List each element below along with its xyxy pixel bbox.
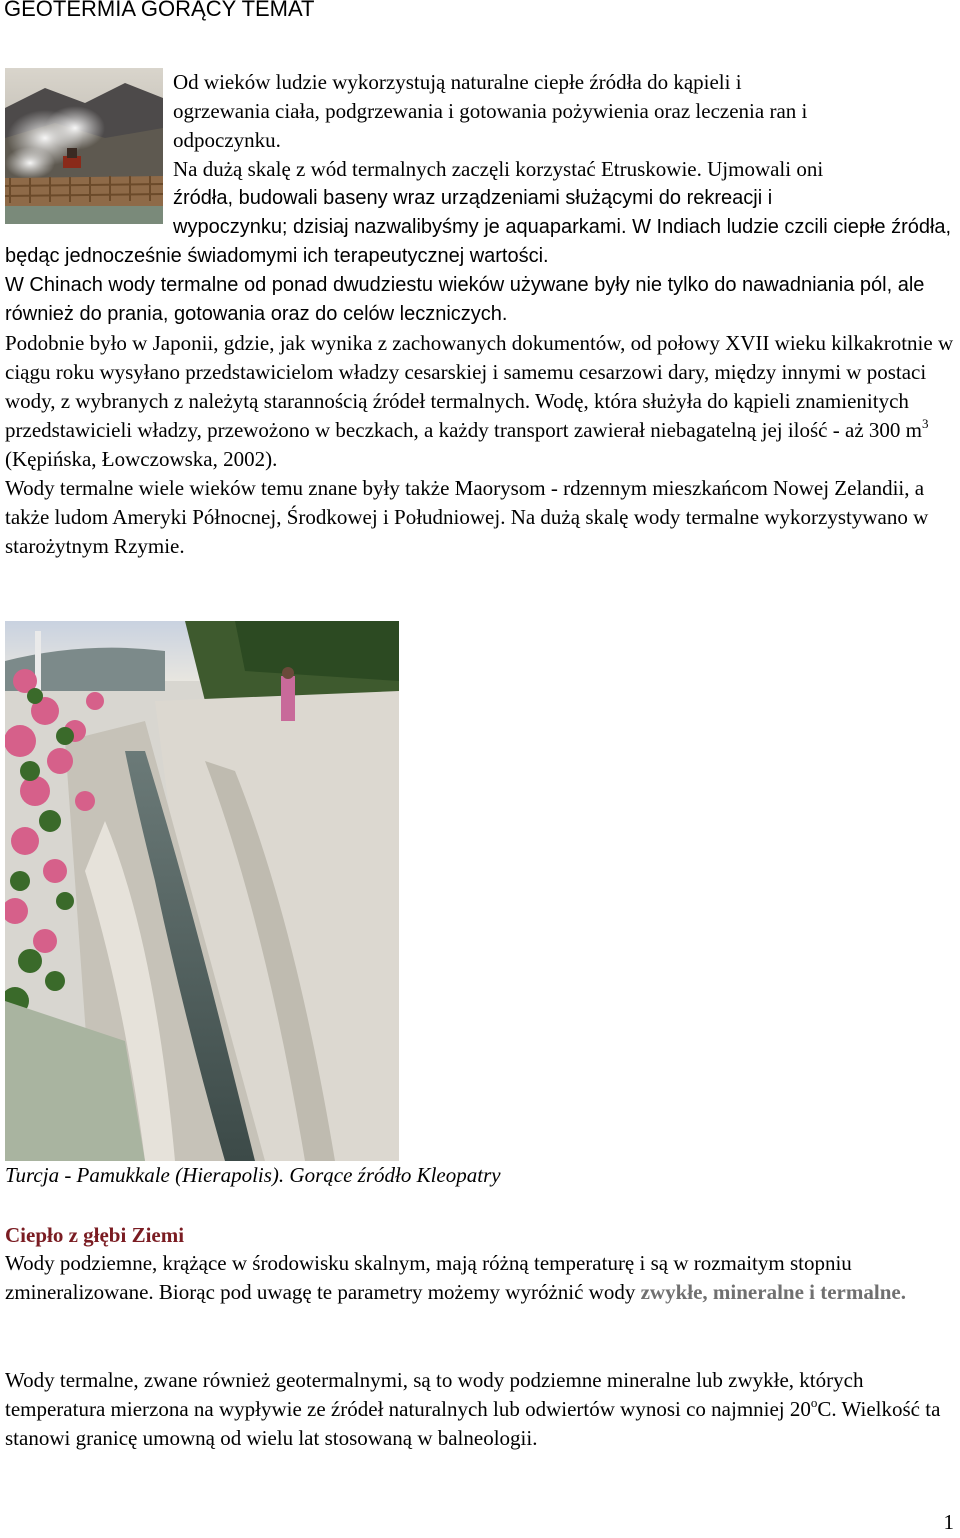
pamukkale-photo	[5, 621, 399, 1161]
china-paragraph: W Chinach wody termalne od ponad dwudziestu wieków używane były nie tylko do nawadniania pól, ale również do prania, gotowania oraz do celów leczniczych.	[5, 274, 925, 325]
intro-paragraph: Od wieków ludzie wykorzystują naturalne ciepłe źródła do kąpieli i ogrzewania ciała, podgrzewania i gotowania pożywienia oraz leczenia ran i odpoczynku. Na dużą skalę z wód termalnych zaczęli korzystać Etruskowie. Ujmowali oni	[173, 70, 824, 181]
pamukkale-illustration	[5, 621, 399, 1161]
thermal-paragraph: Wody termalne, zwane również geotermalnymi, są to wody podziemne mineralne lub zwykłe, których temperatura mierzona na wypływie ze źródeł naturalnych lub odwiertów wynosi co najmniej 20$^o$C. Wielkość ta stanowi granicę umowną od wielu lat stosowaną w balneologii.	[5, 1368, 941, 1450]
etruscan-paragraph: źródła, budowali baseny wraz urządzeniami służącymi do rekreacji i wypoczynku; dzisiaj nazwalibyśmy je aquaparkami. W Indiach ludzie czcili ciepłe źródła, będąc jednocześnie świadomymi ich terapeutycznej wartości.	[5, 187, 952, 267]
intro-section	[5, 68, 955, 561]
photo-caption: Turcja - Pamukkale (Hierapolis). Gorące źródło Kleopatry	[5, 1163, 501, 1187]
page-title: GEOTERMIA GORĄCY TEMAT	[4, 0, 315, 21]
water-types-paragraph: Wody podziemne, krążące w środowisku skalnym, mają różną temperaturę i są w rozmaitym stopniu zmineralizowane. Biorąc pod uwagę te parametry możemy wyróżnić wody zwykłe, mineralne i termalne.	[5, 1251, 906, 1304]
hot-spring-photo	[5, 68, 163, 224]
page-number: 1	[943, 1510, 954, 1534]
section-body	[5, 1249, 955, 1307]
maori-paragraph: Wody termalne wiele wieków temu znane były także Maorysom - rdzennym mieszkańcom Nowej Zelandii, a także ludom Ameryki Północnej, Środkowej i Południowej. Na dużą skalę wody termalne wykorzystywano w starożytnym Rzymie.	[5, 476, 929, 558]
section-heading: Ciepło z głębi Ziemi	[5, 1223, 185, 1247]
japan-paragraph: Podobnie było w Japonii, gdzie, jak wynika z zachowanych dokumentów, od połowy XVII wieku kilkakrotnie w ciągu roku wysyłano przedstawicielom władzy cesarskiej i samemu cesarzowi dary, między innymi w postaci wody, z wybranych z należytą starannością źródeł termalnych. Wodę, która służyła do kąpieli znamienitych przedstawicieli władzy, przewożono w beczkach, a każdy transport zawierał niebagatelną jej ilość - aż 300 $m^3$ (Kępińska, Łowczowska, 2002).	[5, 331, 954, 471]
hot-spring-illustration	[5, 68, 163, 224]
water-types-emphasis: zwykłe, mineralne i termalne.	[640, 1280, 906, 1304]
thermal-section	[5, 1366, 955, 1453]
